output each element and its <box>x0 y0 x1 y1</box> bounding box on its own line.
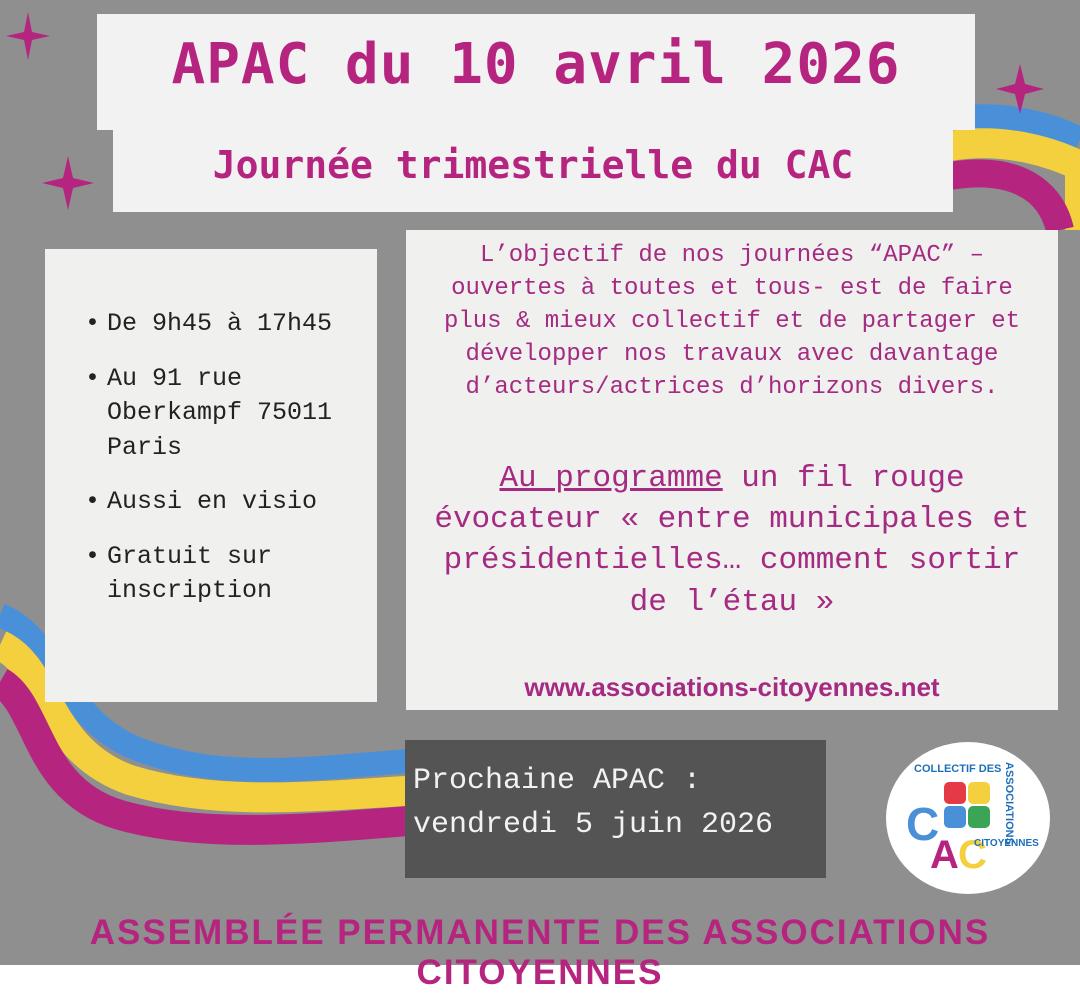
logo-side-text: ASSOCIATIONS <box>1003 762 1015 845</box>
program-lead: Au programme <box>499 461 723 496</box>
cac-logo <box>886 742 1050 894</box>
next-event-label: Prochaine APAC : <box>413 764 702 798</box>
next-event-text <box>413 760 773 847</box>
program-description: un fil rouge évocateur « entre municipales et présidentielles… comment sortir de l’étau » <box>434 461 1030 620</box>
description-panel <box>406 230 1058 710</box>
objective-text: L’objectif de nos journées “APAC” – ouvertes à toutes et tous- est de faire plus & mieux collectif et de partager et développer nos travaux avec davantage d’acteurs/actrices d’horizons divers. <box>443 242 1021 401</box>
detail-price: • Gratuit sur inscription <box>85 540 337 609</box>
details-list <box>75 307 367 629</box>
logo-top-text: COLLECTIF DES <box>914 763 1002 775</box>
footer-title: ASSEMBLÉE PERMANENTE DES ASSOCIATIONS CITOYENNES <box>89 913 991 992</box>
logo-graphic <box>886 742 1050 894</box>
logo-letter-a: A <box>930 833 959 877</box>
logo-letter-c: C <box>906 798 940 850</box>
detail-time: • De 9h45 à 17h45 <box>85 307 367 342</box>
detail-visio: • Aussi en visio <box>85 485 367 520</box>
logo-bottom-text: CITOYENNES <box>974 838 1039 849</box>
next-event-box <box>405 740 826 878</box>
sparkle-icon <box>6 12 50 60</box>
details-panel <box>45 249 377 702</box>
program-text <box>420 458 1044 623</box>
detail-address: • Au 91 rue Oberkampf 75011 Paris <box>85 362 367 466</box>
next-event-date: vendredi 5 juin 2026 <box>413 807 774 842</box>
logo-letter-c2: C <box>958 833 987 877</box>
page-title: APAC du 10 avril 2026 <box>171 32 901 97</box>
hands-icon <box>944 782 990 828</box>
website-link[interactable]: www.associations-citoyennes.net <box>524 672 940 702</box>
sparkle-icon <box>42 156 94 210</box>
ribbon-magenta-top <box>950 173 1060 230</box>
subtitle-banner <box>113 127 953 212</box>
title-banner <box>97 14 975 130</box>
page-subtitle: Journée trimestrielle du CAC <box>212 143 854 187</box>
